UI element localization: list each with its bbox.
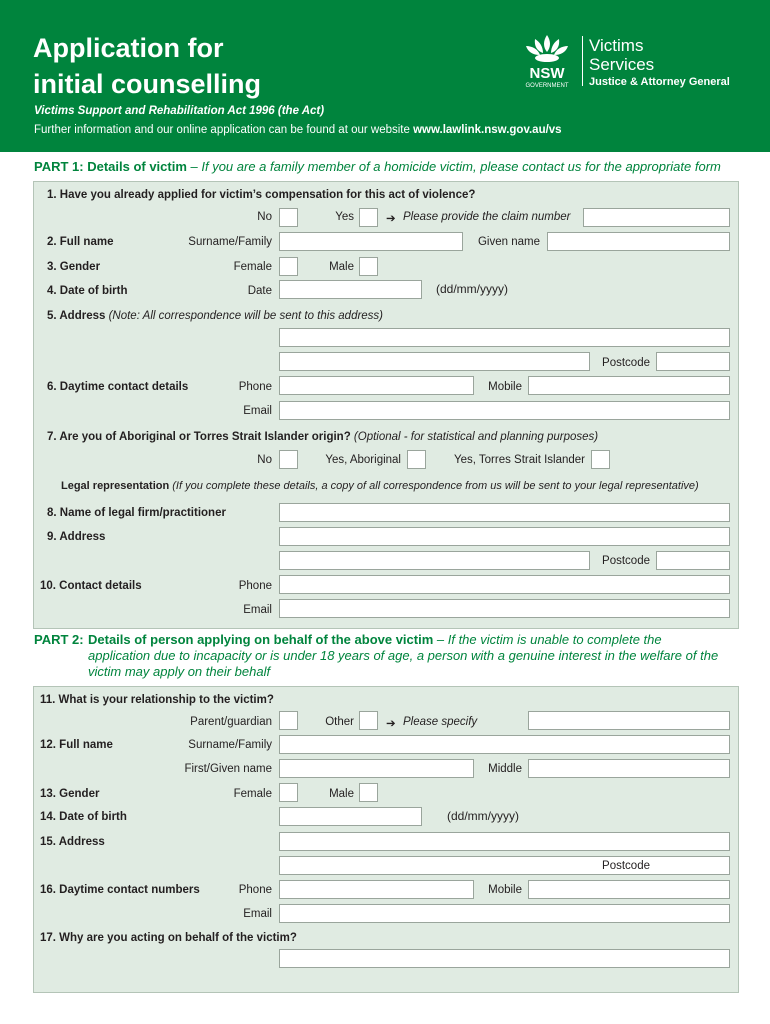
q17-label: 17. Why are you acting on behalf of the victim?: [40, 932, 297, 944]
q9-label: 9. Address: [47, 531, 106, 543]
q2-given-label: Given name: [477, 236, 540, 248]
q8-label: 8. Name of legal firm/practitioner: [47, 507, 226, 519]
q15-label: 15. Address: [40, 836, 105, 848]
q1-yes-checkbox[interactable]: [359, 208, 378, 227]
applicant-male-checkbox[interactable]: [359, 783, 378, 802]
q7-torres-checkbox[interactable]: [591, 450, 610, 469]
q2-label: 2. Full name: [47, 236, 114, 248]
nsw-logo-text: NSW: [529, 65, 565, 82]
q4-date-label: Date: [247, 285, 272, 297]
q12-first-label: First/Given name: [184, 763, 272, 775]
q7-label-title: 7. Are you of Aboriginal or Torres Strait Islander origin?: [47, 431, 351, 443]
legal-representation-heading: [61, 480, 699, 492]
q13-female-label: Female: [233, 788, 272, 800]
q7-label-note: (Optional - for statistical and planning purposes): [350, 431, 599, 443]
legal-address-line-1[interactable]: [279, 527, 730, 546]
applicant-first-name-field[interactable]: [279, 759, 474, 778]
q11-label: 11. What is your relationship to the victim?: [40, 694, 274, 706]
q16-phone-label: Phone: [238, 884, 272, 896]
page-title: [33, 30, 261, 102]
government-logo-text: GOVERNMENT: [525, 83, 569, 89]
q12-surname-label: Surname/Family: [188, 739, 272, 751]
legal-email-field[interactable]: [279, 599, 730, 618]
q16-mobile-label: Mobile: [488, 884, 522, 896]
q11-other-label: Other: [325, 716, 354, 728]
q12-label: 12. Full name: [40, 739, 113, 751]
victim-postcode-field[interactable]: [656, 352, 730, 371]
relationship-specify-field[interactable]: [528, 711, 730, 730]
part2-section: [33, 686, 739, 993]
q3-label: 3. Gender: [47, 261, 101, 273]
q4-format-hint: (dd/mm/yyyy): [436, 282, 508, 296]
arrow-icon: ➔: [386, 718, 396, 730]
logo-divider: [582, 36, 583, 86]
q1-no-label: No: [257, 211, 272, 223]
victim-phone-field[interactable]: [279, 376, 474, 395]
q14-label: 14. Date of birth: [40, 811, 127, 823]
legal-firm-field[interactable]: [279, 503, 730, 522]
q6-phone-label: Phone: [238, 381, 272, 393]
applicant-middle-name-field[interactable]: [528, 759, 730, 778]
arrow-icon: ➔: [386, 213, 396, 225]
applicant-phone-field[interactable]: [279, 880, 474, 899]
q7-no-checkbox[interactable]: [279, 450, 298, 469]
title-line-1: Application for: [33, 33, 224, 63]
q4-label: 4. Date of birth: [47, 285, 128, 297]
q15-postcode-label: Postcode: [602, 860, 650, 872]
nsw-waratah-logo: [520, 33, 574, 89]
part1-heading: [34, 159, 721, 174]
applicant-female-checkbox[interactable]: [279, 783, 298, 802]
victim-address-line-1[interactable]: [279, 328, 730, 347]
title-line-2: initial counselling: [33, 69, 262, 99]
q7-no-label: No: [257, 454, 272, 466]
q1-yes-label: Yes: [335, 211, 354, 223]
claim-number-field[interactable]: [583, 208, 730, 227]
q2-surname-label: Surname/Family: [188, 236, 272, 248]
q7-torres-label: Yes, Torres Strait Islander: [453, 454, 585, 466]
q11-parent-checkbox[interactable]: [279, 711, 298, 730]
q12-middle-label: Middle: [488, 763, 522, 775]
q6-mobile-label: Mobile: [488, 381, 522, 393]
part2-heading-note-2: application due to incapacity or is under 18 years of age, a person with a genuine interest in the welfare of the: [88, 648, 719, 663]
applicant-mobile-field[interactable]: [528, 880, 730, 899]
legal-heading-note: (If you complete these details, a copy of all correspondence from us will be sent to your legal representative): [169, 480, 699, 492]
victim-dob-field[interactable]: [279, 280, 422, 299]
waratah-icon: [520, 33, 574, 89]
q14-format-hint: (dd/mm/yyyy): [447, 809, 519, 823]
part1-section: [33, 181, 739, 629]
victim-given-name-field[interactable]: [547, 232, 730, 251]
legal-address-line-2[interactable]: [279, 551, 590, 570]
logo-line-2: Services: [589, 55, 655, 74]
legal-heading-title: Legal representation: [61, 480, 170, 492]
victim-mobile-field[interactable]: [528, 376, 730, 395]
q10-phone-label: Phone: [238, 580, 272, 592]
victim-surname-field[interactable]: [279, 232, 463, 251]
q10-email-label: Email: [243, 604, 272, 616]
website-info: [34, 124, 562, 136]
applicant-email-field[interactable]: [279, 904, 730, 923]
act-reference: Victims Support and Rehabilitation Act 1996 (the Act): [34, 105, 325, 117]
website-info-text: Further information and our online application can be found at our website: [34, 124, 414, 136]
legal-phone-field[interactable]: [279, 575, 730, 594]
q5-label-title: 5. Address: [47, 310, 106, 322]
website-link[interactable]: www.lawlink.nsw.gov.au/vs: [413, 124, 562, 136]
header-banner: [0, 0, 770, 152]
q7-aboriginal-checkbox[interactable]: [407, 450, 426, 469]
part1-heading-title: PART 1: Details of victim: [34, 159, 187, 174]
q9-postcode-label: Postcode: [602, 555, 650, 567]
q16-label: 16. Daytime contact numbers: [40, 884, 200, 896]
applicant-surname-field[interactable]: [279, 735, 730, 754]
q1-label: 1. Have you already applied for victim’s compensation for this act of violence?: [47, 189, 476, 201]
victim-email-field[interactable]: [279, 401, 730, 420]
q11-specify-label: Please specify: [403, 716, 478, 728]
q7-label: [47, 431, 598, 443]
part2-heading-title: Details of person applying on behalf of the above victim: [88, 632, 434, 647]
q10-label: 10. Contact details: [40, 580, 142, 592]
part2-heading-prefix: PART 2:: [34, 632, 84, 647]
logo-subtitle: Justice & Attorney General: [589, 76, 730, 88]
q11-parent-label: Parent/guardian: [190, 716, 272, 728]
q5-postcode-label: Postcode: [602, 357, 650, 369]
applicant-address-line-2[interactable]: [279, 856, 730, 875]
logo-line-1: Victims: [589, 36, 644, 55]
legal-postcode-field[interactable]: [656, 551, 730, 570]
q11-other-checkbox[interactable]: [359, 711, 378, 730]
q16-email-label: Email: [243, 908, 272, 920]
q3-female-label: Female: [233, 261, 272, 273]
victim-female-checkbox[interactable]: [279, 257, 298, 276]
q6-email-label: Email: [243, 405, 272, 417]
q6-label: 6. Daytime contact details: [47, 381, 189, 393]
victim-address-line-2[interactable]: [279, 352, 590, 371]
victims-services-logo: [589, 36, 654, 74]
acting-reason-field[interactable]: [279, 949, 730, 968]
q7-aboriginal-label: Yes, Aboriginal: [325, 454, 401, 466]
q13-male-label: Male: [329, 788, 354, 800]
part2-heading-note-3: victim may apply on their behalf: [88, 664, 271, 679]
q3-male-label: Male: [329, 261, 354, 273]
q1-claim-label: Please provide the claim number: [403, 211, 571, 223]
part2-heading-note-1: – If the victim is unable to complete the: [433, 632, 662, 647]
q5-label: [47, 310, 383, 322]
q13-label: 13. Gender: [40, 788, 100, 800]
q5-label-note: (Note: All correspondence will be sent to this address): [105, 310, 384, 322]
part1-heading-note: – If you are a family member of a homicide victim, please contact us for the appropriate form: [186, 159, 721, 174]
victim-male-checkbox[interactable]: [359, 257, 378, 276]
applicant-dob-field[interactable]: [279, 807, 422, 826]
applicant-address-line-1[interactable]: [279, 832, 730, 851]
q1-no-checkbox[interactable]: [279, 208, 298, 227]
